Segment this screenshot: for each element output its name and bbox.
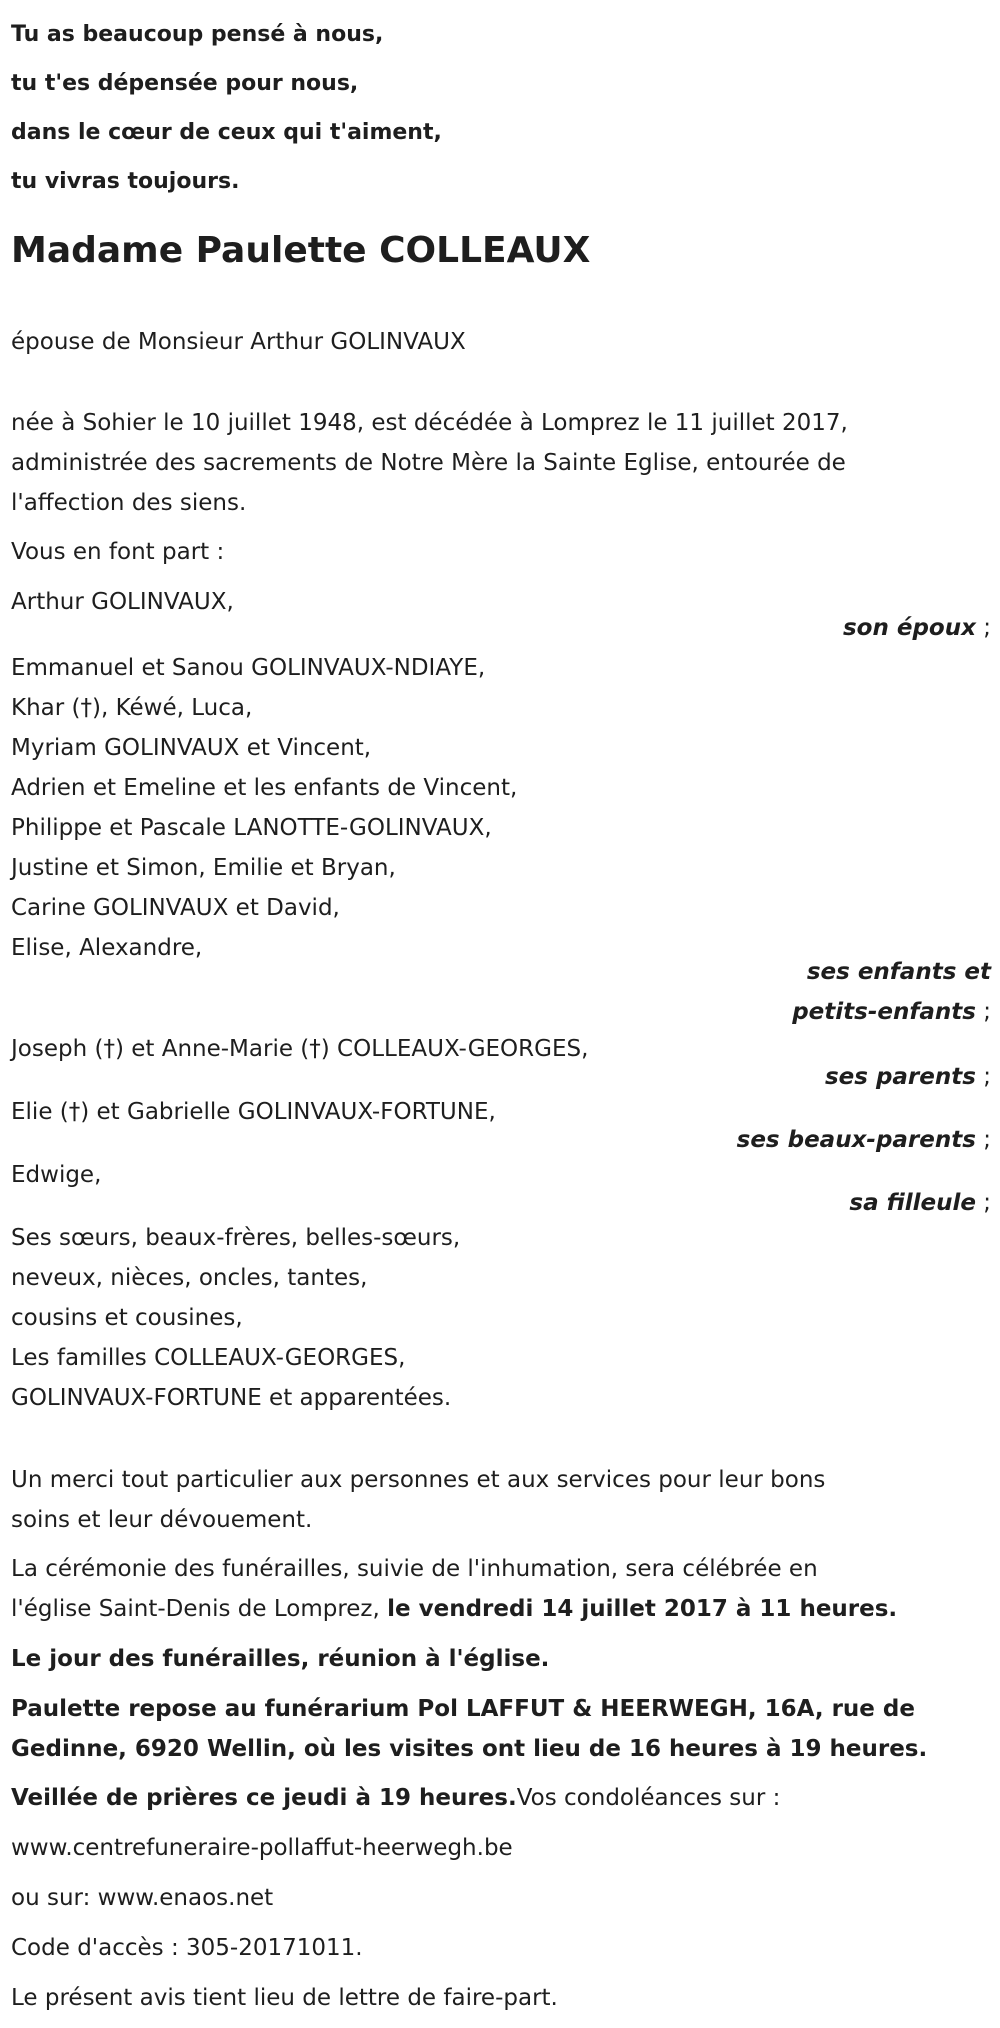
poem-line: Tu as beaucoup pensé à nous, (11, 22, 384, 47)
paragraph-line (11, 1589, 897, 1629)
name-line: Joseph (†) et Anne-Marie (†) COLLEAUX-GEORGES, (11, 1036, 589, 1062)
name-line: Elise, Alexandre, (11, 935, 203, 961)
name-line: Myriam GOLINVAUX et Vincent, (11, 735, 372, 761)
name-line: Edwige, (11, 1162, 102, 1188)
name-line: Emmanuel et Sanou GOLINVAUX-NDIAYE, (11, 655, 486, 681)
poem-line: dans le cœur de ceux qui t'aiment, (11, 120, 442, 145)
name-line: Elie (†) et Gabrielle GOLINVAUX-FORTUNE, (11, 1099, 496, 1125)
children-role (591, 952, 991, 1032)
parents-names (11, 1029, 588, 1069)
role-suffix: ; (975, 1190, 991, 1216)
name-line: Philippe et Pascale LANOTTE-GOLINVAUX, (11, 815, 492, 841)
ceremony-paragraph (11, 1549, 897, 1629)
role-label: petits-enfants (792, 999, 976, 1025)
paragraph-line: administrée des sacrements de Notre Mère la Sainte Eglise, entourée de (11, 450, 846, 476)
paragraph-line: soins et leur dévouement. (11, 1507, 313, 1533)
ceremony-date: le vendredi 14 juillet 2017 à 11 heures. (387, 1596, 898, 1622)
paragraph-line: l'affection des siens. (11, 490, 247, 516)
role-label: son époux (842, 615, 976, 641)
goddaughter-role (591, 1183, 991, 1223)
role-suffix: ; (975, 615, 991, 641)
name-line: Khar (†), Kéwé, Luca, (11, 695, 253, 721)
birth-death-paragraph (11, 403, 848, 523)
role-label: sa filleule (849, 1190, 976, 1216)
spouse-names (11, 582, 234, 622)
poem-line: tu t'es dépensée pour nous, (11, 71, 359, 96)
condolences-text: Vos condoléances sur : (516, 1785, 781, 1811)
paragraph-line: Paulette repose au funérarium Pol LAFFUT & HEERWEGH, 16A, rue de (11, 1696, 915, 1722)
paragraph-line: née à Sohier le 10 juillet 1948, est décédée à Lomprez le 11 juillet 2017, (11, 410, 848, 436)
spouse-role (591, 608, 991, 648)
paragraph-line: La cérémonie des funérailles, suivie de l'inhumation, sera célébrée en (11, 1556, 818, 1582)
thanks-paragraph (11, 1460, 825, 1540)
family-line: Ses sœurs, beaux-frères, belles-sœurs, (11, 1225, 461, 1251)
access-code: Code d'accès : 305-20171011. (11, 1935, 363, 1961)
family-line: Les familles COLLEAUX-GEORGES, (11, 1345, 406, 1371)
paragraph-line: Gedinne, 6920 Wellin, où les visites ont lieu de 16 heures à 19 heures. (11, 1736, 928, 1762)
goddaughter-names (11, 1155, 101, 1195)
name-line: Adrien et Emeline et les enfants de Vincent, (11, 775, 518, 801)
role-suffix: ; (975, 1127, 991, 1153)
vigil-text: Veillée de prières ce jeudi à 19 heures. (11, 1785, 517, 1811)
meeting-note: Le jour des funérailles, réunion à l'église. (11, 1646, 550, 1672)
parents-role (591, 1057, 991, 1097)
family-line: neveux, nièces, oncles, tantes, (11, 1265, 368, 1291)
announcement: Vous en font part : (11, 539, 225, 565)
family-line: cousins et cousines, (11, 1305, 243, 1331)
role-label: ses parents (824, 1064, 976, 1090)
poem (11, 10, 442, 206)
in-laws-role (591, 1120, 991, 1160)
spouse-line: épouse de Monsieur Arthur GOLINVAUX (11, 329, 466, 355)
role-suffix: ; (975, 999, 991, 1025)
alternate-website[interactable]: ou sur: www.enaos.net (11, 1885, 274, 1911)
ceremony-location: l'église Saint-Denis de Lomprez, (11, 1596, 388, 1622)
role-suffix: ; (975, 1064, 991, 1090)
children-names (11, 648, 517, 968)
website-link[interactable]: www.centrefuneraire-pollaffut-heerwegh.be (11, 1835, 513, 1861)
extended-family (11, 1218, 460, 1418)
vigil-line (11, 1778, 780, 1818)
paragraph-line: Un merci tout particulier aux personnes et aux services pour leur bons (11, 1467, 826, 1493)
role-label: ses beaux-parents (736, 1127, 976, 1153)
in-laws-names (11, 1092, 496, 1132)
name-line: Arthur GOLINVAUX, (11, 589, 234, 615)
repose-paragraph (11, 1689, 927, 1769)
role-label: ses enfants et (806, 959, 991, 985)
family-line: GOLINVAUX-FORTUNE et apparentées. (11, 1385, 452, 1411)
deceased-name-title: Madame Paulette COLLEAUX (11, 230, 591, 271)
closing-note: Le présent avis tient lieu de lettre de faire-part. (11, 1985, 558, 2011)
name-line: Justine et Simon, Emilie et Bryan, (11, 855, 396, 881)
poem-line: tu vivras toujours. (11, 169, 240, 194)
name-line: Carine GOLINVAUX et David, (11, 895, 340, 921)
